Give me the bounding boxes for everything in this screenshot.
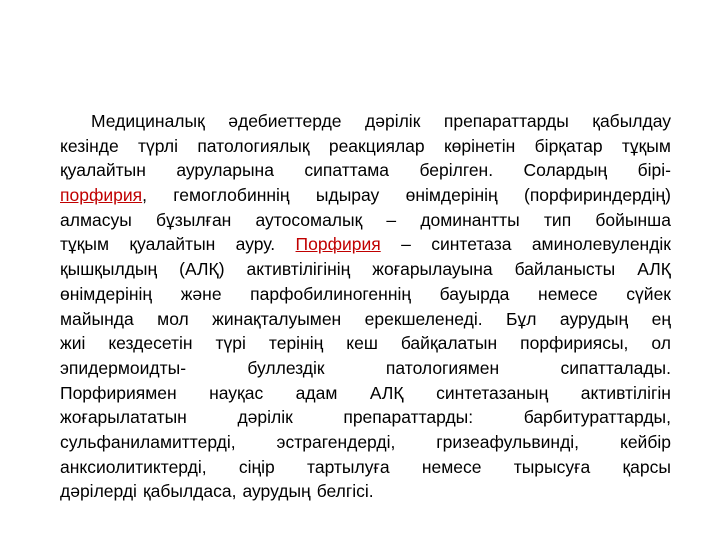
paragraph-line xyxy=(60,430,671,455)
word: жоғарылататын xyxy=(60,407,187,428)
word: Бұл xyxy=(506,308,537,329)
paragraph-line xyxy=(60,405,671,430)
body-paragraph xyxy=(60,109,671,504)
word: ауруларына xyxy=(176,160,274,181)
word: кейбір xyxy=(619,431,671,452)
word: – xyxy=(401,234,411,255)
word: берілген. xyxy=(419,160,494,181)
word: (порфириндердің) xyxy=(524,185,671,206)
word: аутосомалық xyxy=(255,209,363,230)
word: әдебиеттерде xyxy=(228,111,342,131)
paragraph-line xyxy=(60,282,671,307)
word: кеш xyxy=(346,333,378,354)
word: тұқым xyxy=(60,234,110,255)
word: сульфаниламиттерді, xyxy=(60,431,236,452)
word: байқалатын xyxy=(400,333,498,354)
word: барбитураттарды, xyxy=(523,407,671,428)
paragraph-line xyxy=(60,455,671,480)
word: қуалайтын xyxy=(60,160,146,181)
word: гризеафульвинді, xyxy=(436,431,580,452)
word: және xyxy=(180,283,222,304)
highlighted-term[interactable]: Порфирия xyxy=(295,234,381,255)
word: ең xyxy=(651,308,671,329)
word: буллездік xyxy=(247,357,325,378)
word: дәрілік xyxy=(237,407,293,428)
paragraph-line xyxy=(60,331,671,356)
term-link-porphyria[interactable] xyxy=(60,183,147,208)
word: дәрілік xyxy=(365,111,421,131)
paragraph-line xyxy=(60,208,671,233)
word: түрлі xyxy=(138,135,179,156)
word: активтілігінің xyxy=(246,259,351,280)
paragraph-line xyxy=(60,381,671,406)
paragraph-line xyxy=(60,134,671,159)
highlighted-term[interactable]: порфирия xyxy=(60,185,143,206)
word: өнімдерінің xyxy=(405,185,498,206)
word: реакциялар xyxy=(328,135,425,156)
word: жинақталуымен xyxy=(212,308,342,329)
word: түрі xyxy=(215,333,246,354)
word: аминолевулендік xyxy=(531,234,671,255)
word: тырысуға xyxy=(513,456,591,477)
word: препараттарды xyxy=(443,111,569,131)
word: бірқатар xyxy=(534,135,603,156)
word: немесе xyxy=(421,456,482,477)
word: кездесетін xyxy=(108,333,193,354)
word: патологиялық xyxy=(197,135,310,156)
word: тұқым xyxy=(621,135,671,156)
word: сипатталады. xyxy=(560,357,671,378)
word: эстрагендерді, xyxy=(276,431,396,452)
word: науқас xyxy=(209,382,264,403)
word: қышқылдың xyxy=(60,259,158,280)
word: дәрілерді xyxy=(60,481,137,502)
word: препараттарды: xyxy=(343,407,474,428)
word: эпидермоидты- xyxy=(60,357,187,378)
paragraph-line xyxy=(60,232,671,257)
word: патологиямен xyxy=(385,357,500,378)
word: бұзылған xyxy=(155,209,232,230)
word: активтілігін xyxy=(580,382,671,403)
word: жиі xyxy=(60,333,86,354)
word: – xyxy=(386,209,397,230)
word: бойынша xyxy=(595,209,671,230)
paragraph-line xyxy=(60,307,671,332)
word: жоғарылауына xyxy=(372,259,493,280)
word: ерекшеленеді. xyxy=(364,308,483,329)
word: бауырда xyxy=(439,283,510,304)
paragraph-line xyxy=(60,183,671,208)
word: көрінетін xyxy=(443,135,516,156)
word: бірі- xyxy=(637,160,671,181)
word: майында xyxy=(60,308,134,329)
word: доминантты xyxy=(420,209,520,230)
word: синтетазаның xyxy=(436,382,549,403)
word: терінің xyxy=(268,333,324,354)
word: аурудың xyxy=(559,308,629,329)
word: мол xyxy=(157,308,189,329)
paragraph-line xyxy=(60,356,671,381)
paragraph-line xyxy=(60,109,671,134)
word: Порфириямен xyxy=(60,382,177,403)
word: белгісі. xyxy=(316,481,374,502)
word: қабылдаса, xyxy=(142,481,237,502)
word: байланысты xyxy=(514,259,616,280)
word: адам xyxy=(295,382,338,403)
paragraph-line xyxy=(60,257,671,282)
word: Солардың xyxy=(523,160,608,181)
word: ол xyxy=(651,333,671,354)
word: АЛҚ xyxy=(369,382,404,403)
word: сүйек xyxy=(626,283,671,304)
word: алмасуы xyxy=(60,209,132,230)
word: порфириясы, xyxy=(520,333,629,354)
comma: , xyxy=(142,185,147,206)
word: сіңір xyxy=(238,456,275,477)
word: немесе xyxy=(538,283,598,304)
word: (АЛҚ) xyxy=(179,259,225,280)
word: қуалайтын xyxy=(129,234,216,255)
word: Медициналық xyxy=(91,111,205,131)
word: тип xyxy=(543,209,572,230)
paragraph-line xyxy=(60,479,671,504)
word: тартылуға xyxy=(307,456,390,477)
word: сипаттама xyxy=(304,160,390,181)
word: өнімдерінің xyxy=(60,283,153,304)
word: қарсы xyxy=(622,456,671,477)
word: парфобилиногеннің xyxy=(250,283,412,304)
word: АЛҚ xyxy=(637,259,671,280)
word: синтетаза xyxy=(431,234,512,255)
word: қабылдау xyxy=(592,111,671,131)
word: анксиолитиктерді, xyxy=(60,456,207,477)
word: кезінде xyxy=(60,135,119,156)
paragraph-line xyxy=(60,158,671,183)
word: аурудың xyxy=(242,481,311,502)
word: ыдырау xyxy=(315,185,380,206)
word: ауру. xyxy=(235,234,276,255)
word: гемоглобиннің xyxy=(173,185,290,206)
